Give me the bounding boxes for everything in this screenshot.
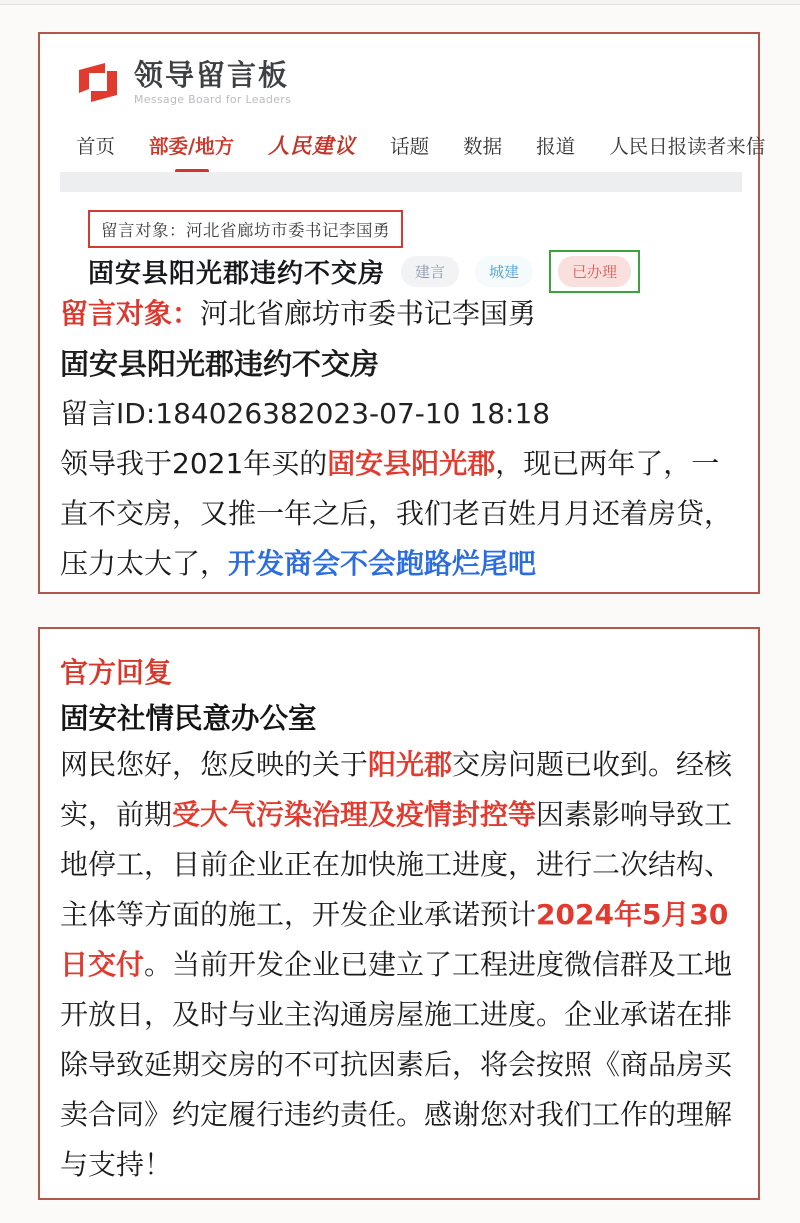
nav-item-ministries-local[interactable]: 部委/地方 (149, 131, 234, 159)
post-card (38, 32, 766, 594)
tag-urban-construction[interactable]: 城建 (475, 256, 533, 287)
message-target-label: 留言对象： (60, 297, 201, 330)
reply-office-name: 固安社情民意办公室 (60, 702, 317, 735)
nav-item-reports[interactable]: 报道 (536, 135, 576, 158)
nav-item-peoples-suggestions[interactable]: 人民建议 (268, 134, 357, 158)
site-logo[interactable] (74, 58, 291, 106)
tag-suggestion[interactable]: 建言 (401, 256, 459, 287)
status-badge-resolved: 已办理 (558, 256, 631, 287)
site-title: 领导留言板 (134, 57, 290, 92)
snapshot-gray-band (60, 172, 742, 192)
reply-card (38, 627, 760, 1200)
site-subtitle: Message Board for Leaders (134, 92, 292, 106)
nav-item-reader-letters[interactable]: 人民日报读者来信 (609, 135, 766, 158)
message-body: 领导我于2021年买的固安县阳光郡，现已两年了，一直不交房，又推一年之后，我们老百姓月月还着房贷，压力太大了，开发商会不会跑路烂尾吧 (60, 447, 733, 580)
nav-item-topics[interactable]: 话题 (390, 135, 430, 158)
message-target-value: 河北省廊坊市委书记李国勇 (200, 297, 537, 330)
reply-header: 官方回复 (60, 656, 173, 689)
target-annotation-box: 留言对象：河北省廊坊市委书记李国勇 (88, 210, 403, 248)
main-nav (76, 130, 765, 160)
nav-item-data[interactable]: 数据 (463, 135, 503, 158)
nav-item-home[interactable]: 首页 (76, 135, 116, 158)
snapshot-post-title: 固安县阳光郡违约不交房 (88, 259, 386, 289)
status-highlight-box (549, 250, 640, 293)
message-title: 固安县阳光郡违约不交房 (60, 347, 380, 381)
message-board-logo-icon (74, 58, 122, 106)
message-block (60, 289, 744, 589)
message-id-timestamp: 留言ID:184026382023-07-10 18:18 (60, 397, 551, 430)
snapshot-title-row (88, 250, 640, 293)
site-logo-text (134, 59, 291, 106)
reply-body: 网民您好，您反映的关于阳光郡交房问题已收到。经核实，前期受大气污染治理及疫情封控等因素影响导致工地停工，目前企业正在加快施工进度，进行二次结构、主体等方面的施工，开发企业承诺预计2024年5月30日交付。当前开发企业已建立了工程进度微信群及工地开放日，及时与业主沟通房屋施工进度。企业承诺在排除导致延期交房的不可抗因素后，将会按照《商品房买卖合同》约定履行违约责任。感谢您对我们工作的理解与支持！ (60, 748, 733, 1181)
message-target-line (60, 289, 744, 339)
